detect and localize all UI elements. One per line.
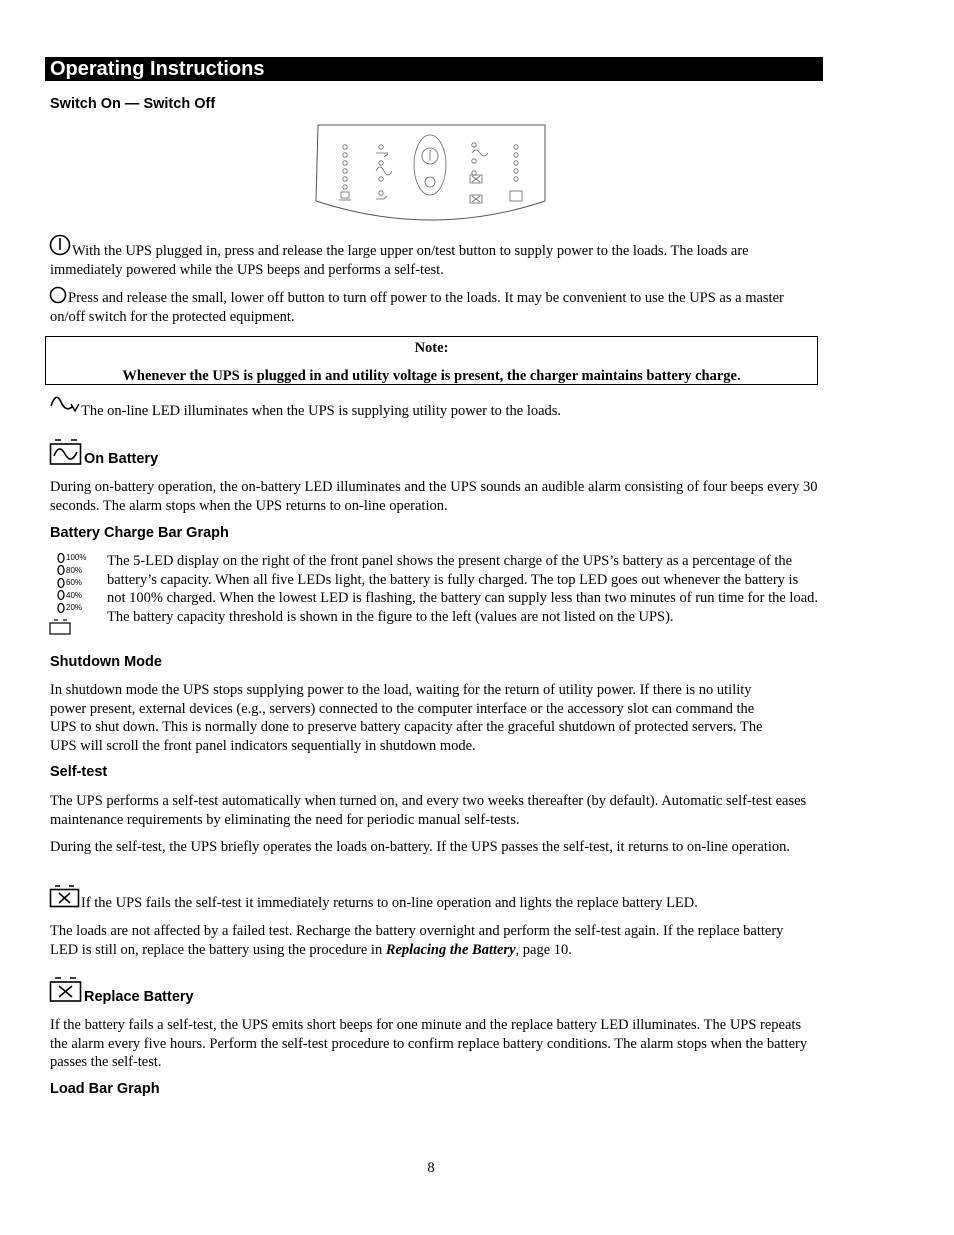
charge-level-40: 40% xyxy=(66,591,83,600)
switch-heading: Switch On — Switch Off xyxy=(50,96,216,112)
charge-level-20: 20% xyxy=(66,603,83,612)
note-box xyxy=(45,336,818,385)
on-battery-heading: On Battery xyxy=(84,451,159,467)
selftest-para-4-a: The loads are not affected by a failed test. Recharge the battery overnight and perform the self-test again. If the replace battery LED is still on, replace the battery using the procedure in xyxy=(50,923,784,958)
online-sine-icon xyxy=(49,394,81,416)
replace-battery-icon xyxy=(49,884,81,910)
replacing-battery-reference: Replacing the Battery xyxy=(385,941,516,958)
charge-level-100: 100% xyxy=(66,553,87,562)
selftest-para-1: The UPS performs a self-test automatically when turned on, and every two weeks thereafter (by default). Automatic self-test eases maintenance requirements by eliminating the need for periodic manual self-tests. xyxy=(50,793,807,828)
page-number: 8 xyxy=(427,1160,435,1176)
front-panel-illustration xyxy=(314,123,548,225)
replace-battery-text: If the battery fails a self-test, the UPS emits short beeps for one minute and the replace battery LED illuminates. The UPS repeats the alarm every five hours. Perform the self-test procedure to confirm replace battery conditions. The alarm stops when the battery passes the self-test. xyxy=(50,1017,808,1070)
section-title: Operating Instructions xyxy=(45,57,823,81)
charge-level-60: 60% xyxy=(66,578,83,587)
note-title: Note: xyxy=(414,340,449,356)
selftest-para-4 xyxy=(50,922,815,959)
selftest-para-3: If the UPS fails the self-test it immediately returns to on-line operation and lights the replace battery LED. xyxy=(81,895,698,911)
selftest-para-2: During the self-test, the UPS briefly operates the loads on-battery. If the UPS passes the self-test, it returns to on-line operation. xyxy=(50,839,790,855)
replace-battery-heading-icon xyxy=(49,976,83,1004)
on-battery-icon xyxy=(49,437,83,467)
online-text: The on-line LED illuminates when the UPS is supplying utility power to the loads. xyxy=(81,403,562,419)
charge-graph-heading: Battery Charge Bar Graph xyxy=(50,525,229,541)
replace-battery-heading: Replace Battery xyxy=(84,989,194,1005)
selftest-para-4-b: , page 10. xyxy=(515,941,572,958)
on-battery-text: During on-battery operation, the on-battery LED illuminates and the UPS sounds an audible alarm consisting of four beeps every 30 seconds. The alarm stops when the UPS returns to on-line operation. xyxy=(50,479,818,514)
charge-graph-text: The 5-LED display on the right of the front panel shows the present charge of the UPS’s battery as a percentage of the battery’s capacity. When all five LEDs light, the battery is fully charged. The top LED goes out whenever the battery is not 100% charged. When the lowest LED is flashing, the battery can supply less than two minutes of run time for the load. The battery capacity threshold is shown in the figure to the left (values are not listed on the UPS). xyxy=(107,553,819,625)
on-button-text: With the UPS plugged in, press and release the large upper on/test button to supply power to the loads. The loads are immediately powered while the UPS beeps and performs a self-test. xyxy=(50,243,749,278)
note-text: Whenever the UPS is plugged in and utility voltage is present, the charger maintains battery charge. xyxy=(122,368,741,384)
shutdown-text: In shutdown mode the UPS stops supplying power to the load, waiting for the return of utility power. If there is no utility power present, external devices (e.g., servers) connected to the computer interface or the accessory slot can command the UPS to shut down. This is normally done to preserve battery capacity after the graceful shutdown of protected servers. The UPS will scroll the front panel indicators sequentially in shutdown mode. xyxy=(50,682,763,754)
off-button-text: Press and release the small, lower off button to turn off power to the loads. It may be convenient to use the UPS as a master on/off switch for the protected equipment. xyxy=(50,290,784,325)
charge-level-80: 80% xyxy=(66,566,83,575)
battery-icon xyxy=(49,618,73,636)
shutdown-heading: Shutdown Mode xyxy=(50,654,162,670)
selftest-heading: Self-test xyxy=(50,764,108,780)
load-graph-heading: Load Bar Graph xyxy=(50,1081,160,1097)
